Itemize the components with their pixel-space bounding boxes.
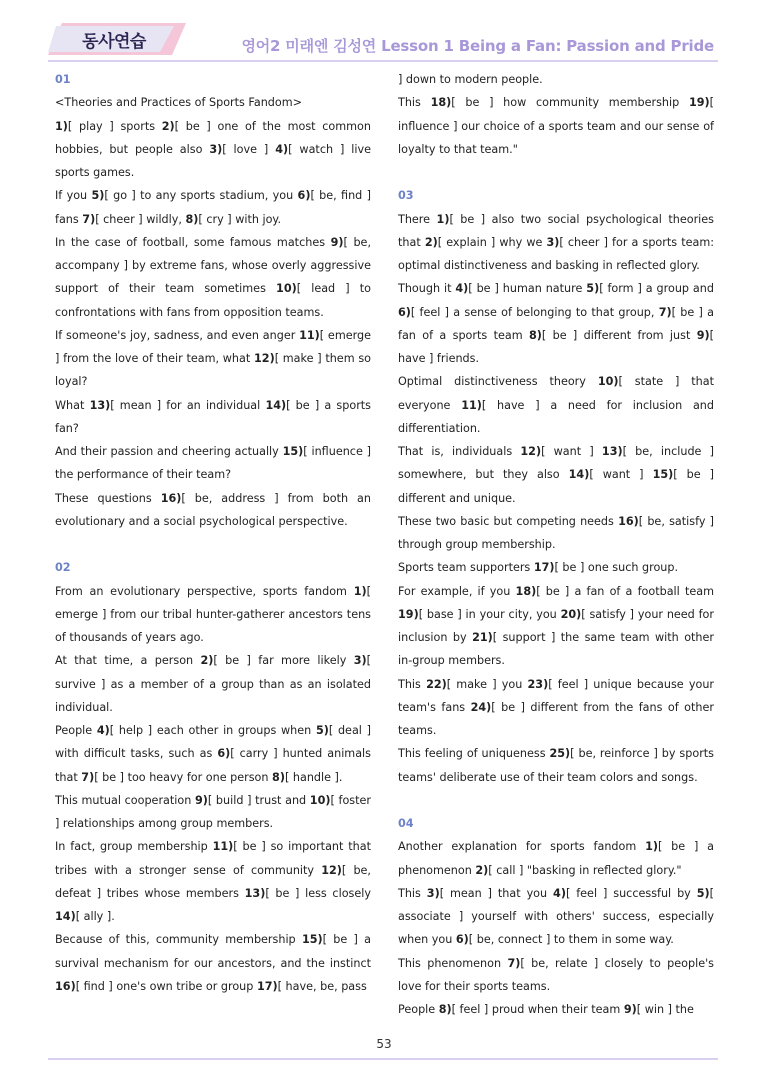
item-number: 20) (560, 607, 582, 621)
item-number: 7) (658, 305, 672, 319)
item-number: 15) (282, 445, 304, 458)
section-number: 03 (398, 189, 414, 203)
right-column (398, 68, 714, 1021)
sentence: And their passion and cheering actually 15)[ influence ] the performance of their team? (55, 445, 372, 482)
item-number: 8) (185, 212, 199, 226)
item-number: 6) (297, 189, 311, 203)
item-number: 8) (528, 328, 542, 342)
sentence: These two basic but competing needs 16)[ be, satisfy ] through group membership. (398, 514, 715, 551)
sentence: There 1)[ be ] also two social psychological theories that 2)[ explain ] why we 3)[ cheer ] for a sports team: optimal distinctiveness and basking in reflected glory. (398, 212, 714, 272)
item-number: 13) (89, 398, 111, 412)
item-number: 21) (472, 631, 493, 644)
sentence: People 4)[ help ] each other in groups when 5)[ deal ] with difficult tasks, such as 6)[ carry ] hunted animals that 7)[ be ] too heavy for one person 8)[ handle ]. (55, 724, 371, 784)
sentence: Because of this, community membership 15)[ be ] a survival mechanism for our ancestors, and the instinct 16)[ find ] one's own tribe or group 17)[ have, be, pass (55, 933, 371, 993)
left-column (55, 68, 371, 998)
item-number: 7) (507, 956, 521, 970)
item-number: 11) (212, 840, 234, 854)
sentence: <Theories and Practices of Sports Fandom> (55, 96, 303, 110)
sentence: Another explanation for sports fandom 1)[ be ] a phenomenon 2)[ call ] "basking in reflected glory." (398, 840, 714, 877)
header-title: 영어2 미래엔 김성연 Lesson 1 Being a Fan: Passion and Pride (241, 37, 714, 55)
item-number: 1) (645, 840, 658, 854)
sentence: If someone's joy, sadness, and even anger 11)[ emerge ] from the love of their team, what 12)[ make ] them so loyal? (55, 328, 371, 389)
sentence: This phenomenon 7)[ be, relate ] closely to people's love for their sports teams. (398, 956, 714, 993)
page-header (0, 0, 768, 66)
item-number: 14) (55, 910, 76, 923)
sentence: This 22)[ make ] you 23)[ feel ] unique because your team's fans 24)[ be ] different from the fans of other teams. (398, 677, 715, 737)
item-number: 23) (527, 677, 549, 691)
item-number: 9) (330, 235, 344, 249)
item-number: 14) (265, 398, 287, 412)
item-number: 16) (55, 979, 76, 993)
item-number: 2) (200, 654, 214, 668)
sentence: That is, individuals 12)[ want ] 13)[ be, include ] somewhere, but they also 14)[ want ] 15)[ be ] different and unique. (398, 445, 715, 505)
item-number: 11) (461, 398, 482, 412)
item-number: 12) (254, 352, 275, 365)
tab-label: 동사연습 (82, 32, 146, 52)
item-number: 22) (426, 677, 447, 691)
item-number: 5) (586, 282, 600, 296)
item-number: 8) (272, 770, 285, 784)
item-number: 6) (217, 747, 231, 761)
sentence: From an evolutionary perspective, sports fandom 1)[ emerge ] from our tribal hunter-gatherer ancestors tens of thousands of years ago. (55, 584, 371, 644)
item-number: 12) (520, 445, 542, 458)
item-number: 9) (195, 793, 208, 807)
sentence: What 13)[ mean ] for an individual 14)[ be ] a sports fan? (55, 398, 372, 435)
sentence: 1)[ play ] sports 2)[ be ] one of the most common hobbies, but people also 3)[ love ] 4)[ watch ] live sports games. (55, 119, 371, 179)
section-number: 02 (55, 561, 71, 575)
sentence: These questions 16)[ be, address ] from both an evolutionary and a social psychological perspective. (55, 491, 371, 528)
item-number: 19) (398, 607, 419, 621)
sentence: Sports team supporters 17)[ be ] one such group. (398, 561, 679, 575)
item-number: 5) (315, 724, 329, 737)
item-number: 1) (55, 119, 68, 133)
item-number: 2) (161, 119, 175, 133)
section-tab (48, 22, 180, 52)
item-number: 18) (430, 96, 452, 110)
sentence: This 18)[ be ] how community membership 19)[ influence ] our choice of a sports team and our sense of loyalty to that team." (398, 96, 714, 156)
item-number: 5) (91, 189, 105, 203)
sentence: If you 5)[ go ] to any sports stadium, you 6)[ be, find ] fans 7)[ cheer ] wildly, 8)[ cry ] with joy. (55, 189, 371, 226)
item-number: 10) (309, 793, 331, 807)
item-number: 8) (438, 1003, 452, 1016)
spacer (55, 533, 371, 556)
item-number: 25) (549, 747, 571, 761)
item-number: 11) (299, 328, 320, 342)
item-number: 4) (455, 282, 469, 296)
item-number: 7) (81, 770, 95, 784)
item-number: 9) (623, 1003, 637, 1016)
sentence: This feeling of uniqueness 25)[ be, reinforce ] by sports teams' deliberate use of their team colors and songs. (398, 747, 715, 784)
sentence: In fact, group membership 11)[ be ] so important that tribes with a stronger sense of community 12)[ be, defeat ] tribes whose members 13)[ be ] less closely 14)[ ally ]. (55, 840, 371, 923)
sentence: Though it 4)[ be ] human nature 5)[ form ] a group and 6)[ feel ] a sense of belonging to that group, 7)[ be ] a fan of a sports team 8)[ be ] different from just 9)[ have ] friends. (398, 282, 714, 365)
sentence: At that time, a person 2)[ be ] far more likely 3)[ survive ] as a member of a group than as an isolated individual. (55, 654, 371, 714)
item-number: 15) (301, 933, 323, 947)
item-number: 3) (426, 886, 440, 900)
item-number: 2) (475, 863, 489, 877)
sentence: This mutual cooperation 9)[ build ] trust and 10)[ foster ] relationships among group members. (55, 793, 371, 830)
item-number: 4) (275, 142, 289, 156)
section-number: 04 (398, 817, 414, 830)
sentence: In the case of football, some famous matches 9)[ be, accompany ] by extreme fans, whose overly aggressive support of their team sometimes 10)[ lead ] to confrontations with fans from opposition teams. (55, 235, 372, 319)
item-number: 17) (533, 561, 555, 575)
item-number: 7) (82, 212, 96, 226)
item-number: 10) (597, 375, 619, 389)
item-number: 16) (160, 491, 182, 505)
item-number: 16) (618, 514, 639, 528)
item-number: 19) (688, 96, 710, 110)
item-number: 4) (96, 724, 110, 737)
sentence: People 8)[ feel ] proud when their team 9)[ win ] the (398, 1003, 694, 1016)
item-number: 6) (455, 933, 469, 947)
item-number: 17) (256, 979, 278, 993)
item-number: 2) (424, 235, 438, 249)
item-number: 3) (546, 235, 560, 249)
item-number: 10) (276, 282, 297, 296)
item-number: 3) (353, 654, 367, 668)
sentence: For example, if you 18)[ be ] a fan of a football team 19)[ base ] in your city, you 20)[ satisfy ] your need for inclusion by 21)[ support ] the same team with other in-group members. (398, 584, 714, 668)
item-number: 1) (436, 212, 450, 226)
item-number: 18) (515, 584, 537, 598)
item-number: 6) (398, 305, 411, 319)
item-number: 24) (470, 700, 492, 714)
item-number: 5) (696, 886, 710, 900)
item-number: 1) (353, 584, 367, 598)
item-number: 13) (244, 886, 266, 900)
item-number: 9) (696, 328, 710, 342)
item-number: 14) (568, 468, 590, 482)
sentence: Optimal distinctiveness theory 10)[ state ] that everyone 11)[ have ] a need for inclusion and differentiation. (398, 375, 714, 435)
item-number: 13) (601, 445, 623, 458)
spacer (398, 789, 714, 812)
page-number: 53 (376, 1037, 392, 1051)
header-divider (48, 60, 718, 62)
item-number: 12) (321, 863, 342, 877)
item-number: 4) (553, 886, 566, 900)
item-number: 3) (209, 142, 223, 156)
spacer (398, 161, 714, 184)
footer-divider (48, 1058, 718, 1060)
section-number: 01 (55, 73, 71, 86)
sentence: ] down to modern people. (398, 73, 543, 86)
sentence: This 3)[ mean ] that you 4)[ feel ] successful by 5)[ associate ] yourself with others' success, especially when you 6)[ be, connect ] to them in some way. (398, 886, 715, 947)
item-number: 15) (652, 468, 674, 482)
